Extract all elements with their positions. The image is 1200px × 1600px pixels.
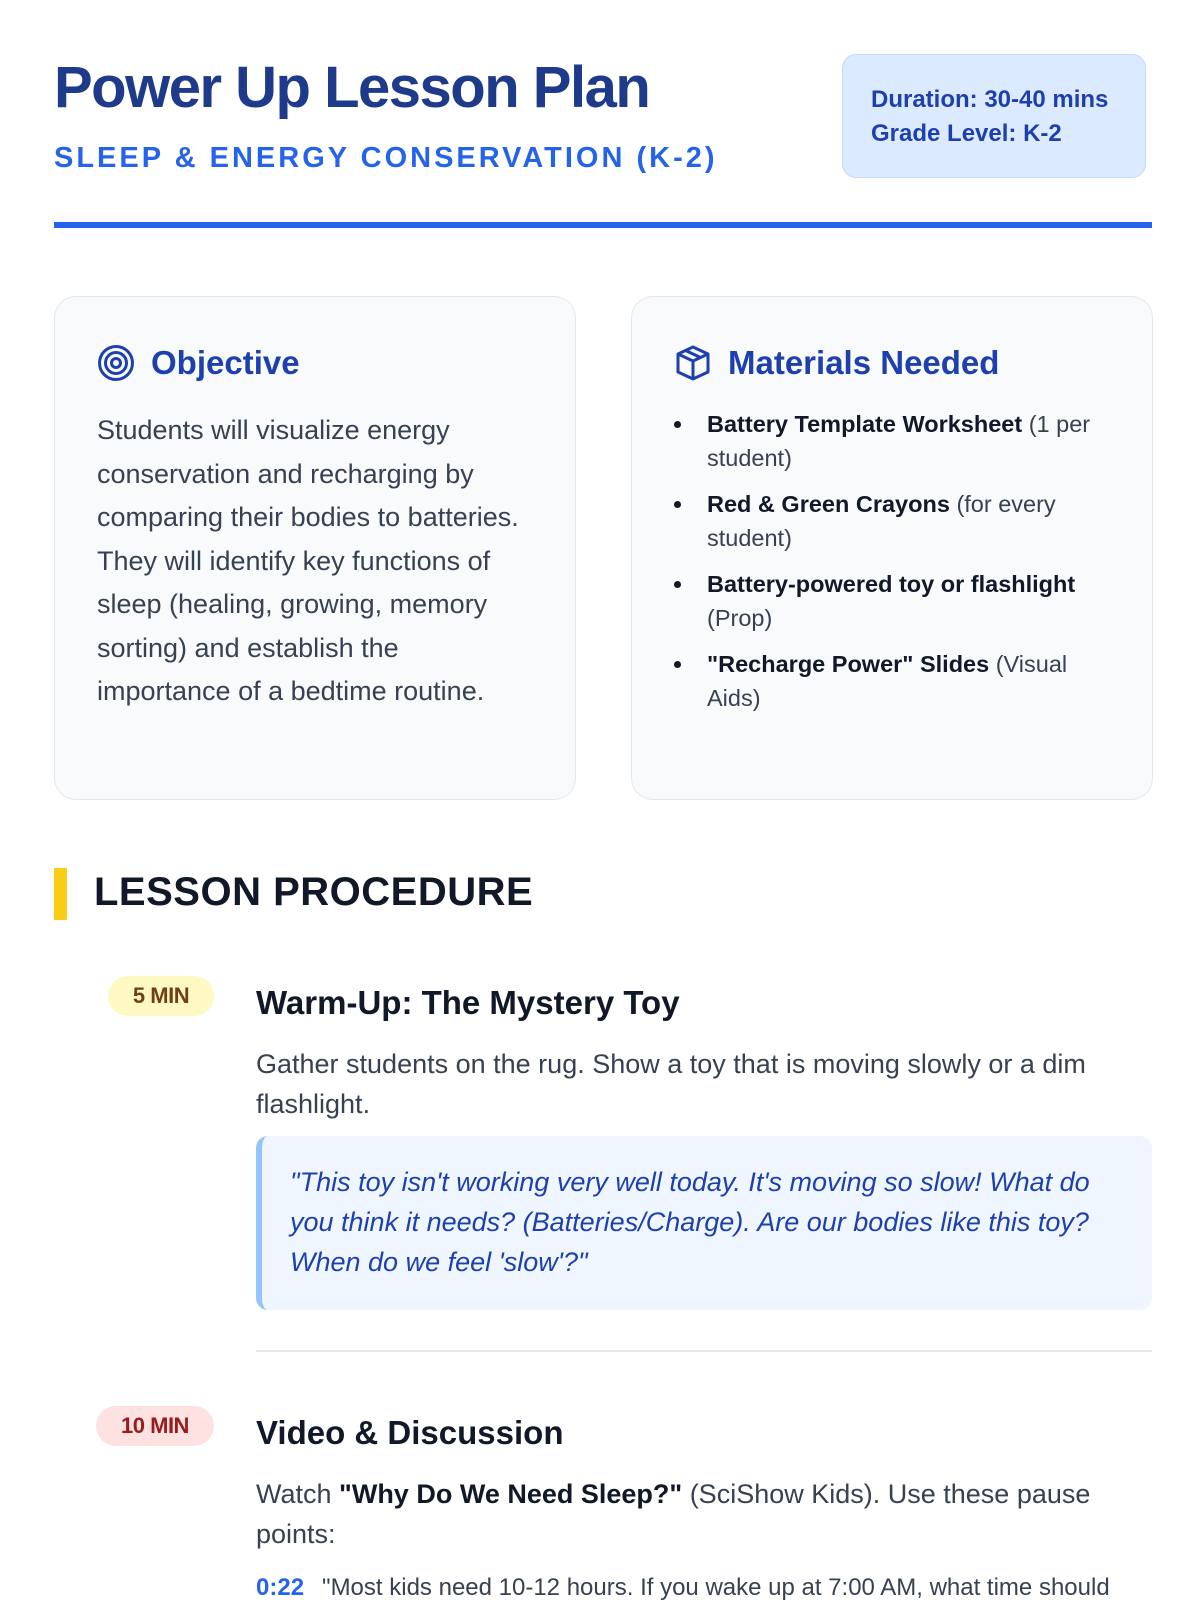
materials-heading xyxy=(674,341,999,385)
pause-text: "Most kids need 10-12 hours. If you wake up at 7:00 AM, what time should xyxy=(322,1574,1110,1600)
material-name: Battery-powered toy or flashlight xyxy=(707,571,1076,597)
step-text-suffix: (SciShow Kids). Use these pause points: xyxy=(256,1479,1091,1549)
page-title: Power Up Lesson Plan xyxy=(54,55,650,120)
box-icon xyxy=(674,344,712,382)
lesson-header xyxy=(54,48,1146,228)
list-item xyxy=(674,407,1114,475)
duration-label: Duration: 30-40 mins xyxy=(871,86,1109,113)
header-divider xyxy=(54,222,1152,228)
material-note: (Prop) xyxy=(707,605,773,631)
video-title: "Why Do We Need Sleep?" xyxy=(339,1479,683,1509)
materials-card xyxy=(631,296,1153,800)
step-divider xyxy=(256,1350,1152,1352)
section-title: LESSON PROCEDURE xyxy=(94,870,534,914)
objective-title: Objective xyxy=(151,344,300,381)
bullet-icon xyxy=(674,581,681,588)
material-note: (for every student) xyxy=(707,491,1056,551)
bullet-icon xyxy=(674,501,681,508)
objective-heading xyxy=(97,341,300,385)
objective-card xyxy=(54,296,576,800)
material-note: (Visual Aids) xyxy=(707,651,1068,711)
target-icon xyxy=(97,344,135,382)
materials-list xyxy=(674,407,1114,727)
lesson-meta-box xyxy=(842,54,1146,178)
step-title: Video & Discussion xyxy=(256,1414,564,1451)
step-title: Warm-Up: The Mystery Toy xyxy=(256,984,680,1021)
materials-title: Materials Needed xyxy=(728,344,1000,381)
section-marker xyxy=(54,868,67,920)
pause-time: 0:22 xyxy=(256,1574,305,1600)
step-text-prefix: Watch xyxy=(256,1479,340,1509)
teacher-quote: "This toy isn't working very well today. It's moving so slow! What do you think it needs? (Batteries/Charge). Are our bodies like this toy? When do we feel 'slow'?" xyxy=(256,1136,1152,1310)
time-badge: 5 MIN xyxy=(108,976,214,1016)
bullet-icon xyxy=(674,421,681,428)
list-item xyxy=(674,647,1114,715)
step-text xyxy=(256,1474,1136,1554)
bullet-icon xyxy=(674,661,681,668)
step-text: Gather students on the rug. Show a toy that is moving slowly or a dim flashlight. xyxy=(256,1049,1086,1119)
pause-point xyxy=(256,1568,1156,1600)
material-name: "Recharge Power" Slides xyxy=(707,651,990,677)
material-name: Red & Green Crayons xyxy=(707,491,950,517)
grade-level-label: Grade Level: K-2 xyxy=(871,120,1062,147)
material-name: Battery Template Worksheet xyxy=(707,411,1023,437)
page-subtitle: SLEEP & ENERGY CONSERVATION (K-2) xyxy=(54,142,718,174)
objective-text: Students will visualize energy conservation and recharging by comparing their bodies to batteries. They will identify key functions of sleep (healing, growing, memory sorting) and establish the importance of a bedtime routine. xyxy=(97,415,519,706)
list-item xyxy=(674,487,1114,555)
time-badge: 10 MIN xyxy=(96,1406,214,1446)
list-item xyxy=(674,567,1114,635)
material-note: (1 per student) xyxy=(707,411,1091,471)
